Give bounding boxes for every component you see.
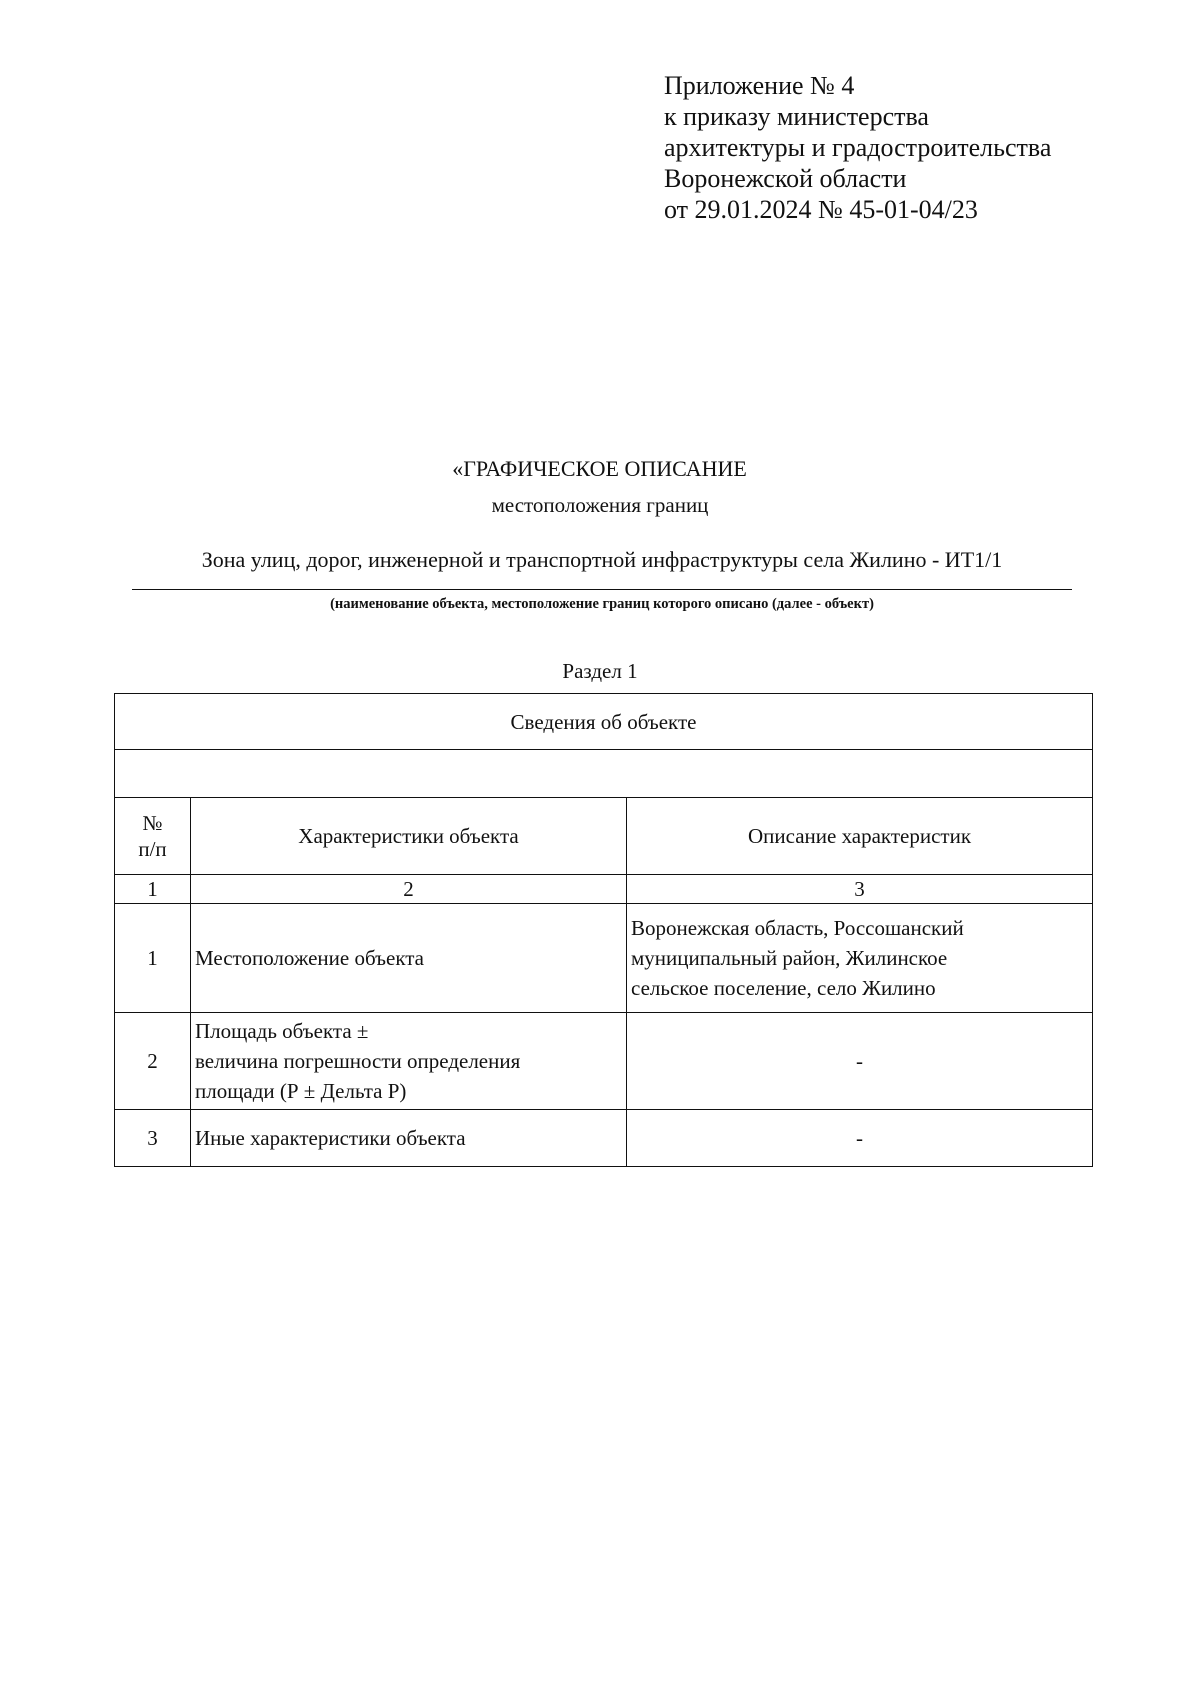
description-line: муниципальный район, Жилинское	[631, 946, 948, 970]
document-title	[0, 454, 1200, 520]
index-cell: 3	[627, 875, 1093, 904]
section-title: Раздел 1	[562, 659, 638, 683]
appendix-line-2: к приказу министерства	[664, 102, 929, 131]
appendix-line-4: Воронежской области	[664, 164, 907, 193]
row-characteristic-cell	[191, 1013, 627, 1110]
appendix-line-5: от 29.01.2024 № 45-01-04/23	[664, 195, 978, 224]
characteristic-line: площади (Р ± Дельта Р)	[195, 1079, 407, 1103]
object-caption: (наименование объекта, местоположение границ которого описано (далее - объект)	[330, 596, 874, 612]
row-num-cell: 2	[115, 1013, 191, 1110]
row-description-cell	[627, 904, 1093, 1013]
object-name: Зона улиц, дорог, инженерной и транспортной инфраструктуры села Жилино - ИТ1/1	[201, 547, 1003, 572]
header-characteristic-cell: Характеристики объекта	[191, 798, 627, 875]
characteristic-line: величина погрешности определения	[195, 1049, 521, 1073]
table-title-cell: Сведения об объекте	[115, 694, 1093, 750]
title-main: «ГРАФИЧЕСКОЕ ОПИСАНИЕ	[452, 456, 747, 481]
table-row	[115, 904, 1093, 1013]
table-row	[115, 1110, 1093, 1167]
appendix-header	[664, 70, 1124, 225]
table-empty-row	[115, 750, 1093, 798]
row-characteristic-cell: Местоположение объекта	[191, 904, 627, 1013]
row-num-cell: 1	[115, 904, 191, 1013]
header-num-cell	[115, 798, 191, 875]
table-title-row	[115, 694, 1093, 750]
table-empty-cell	[115, 750, 1093, 798]
table-header-row	[115, 798, 1093, 875]
row-description-cell: -	[627, 1110, 1093, 1167]
header-num-line-1: №	[142, 811, 163, 835]
table-row	[115, 1013, 1093, 1110]
appendix-line-1: Приложение № 4	[664, 71, 855, 100]
object-underline	[132, 589, 1072, 590]
header-description-cell: Описание характеристик	[627, 798, 1093, 875]
appendix-line-3: архитектуры и градостроительства	[664, 133, 1052, 162]
index-cell: 2	[191, 875, 627, 904]
index-cell: 1	[115, 875, 191, 904]
description-line: сельское поселение, село Жилино	[631, 976, 936, 1000]
header-num-line-2: п/п	[138, 837, 167, 861]
table-index-row	[115, 875, 1093, 904]
row-description-cell: -	[627, 1013, 1093, 1110]
row-num-cell: 3	[115, 1110, 191, 1167]
characteristic-line: Площадь объекта ±	[195, 1019, 369, 1043]
row-characteristic-cell: Иные характеристики объекта	[191, 1110, 627, 1167]
object-info-table	[114, 693, 1093, 1167]
description-line: Воронежская область, Россошанский	[631, 916, 964, 940]
title-sub: местоположения границ	[491, 493, 709, 517]
